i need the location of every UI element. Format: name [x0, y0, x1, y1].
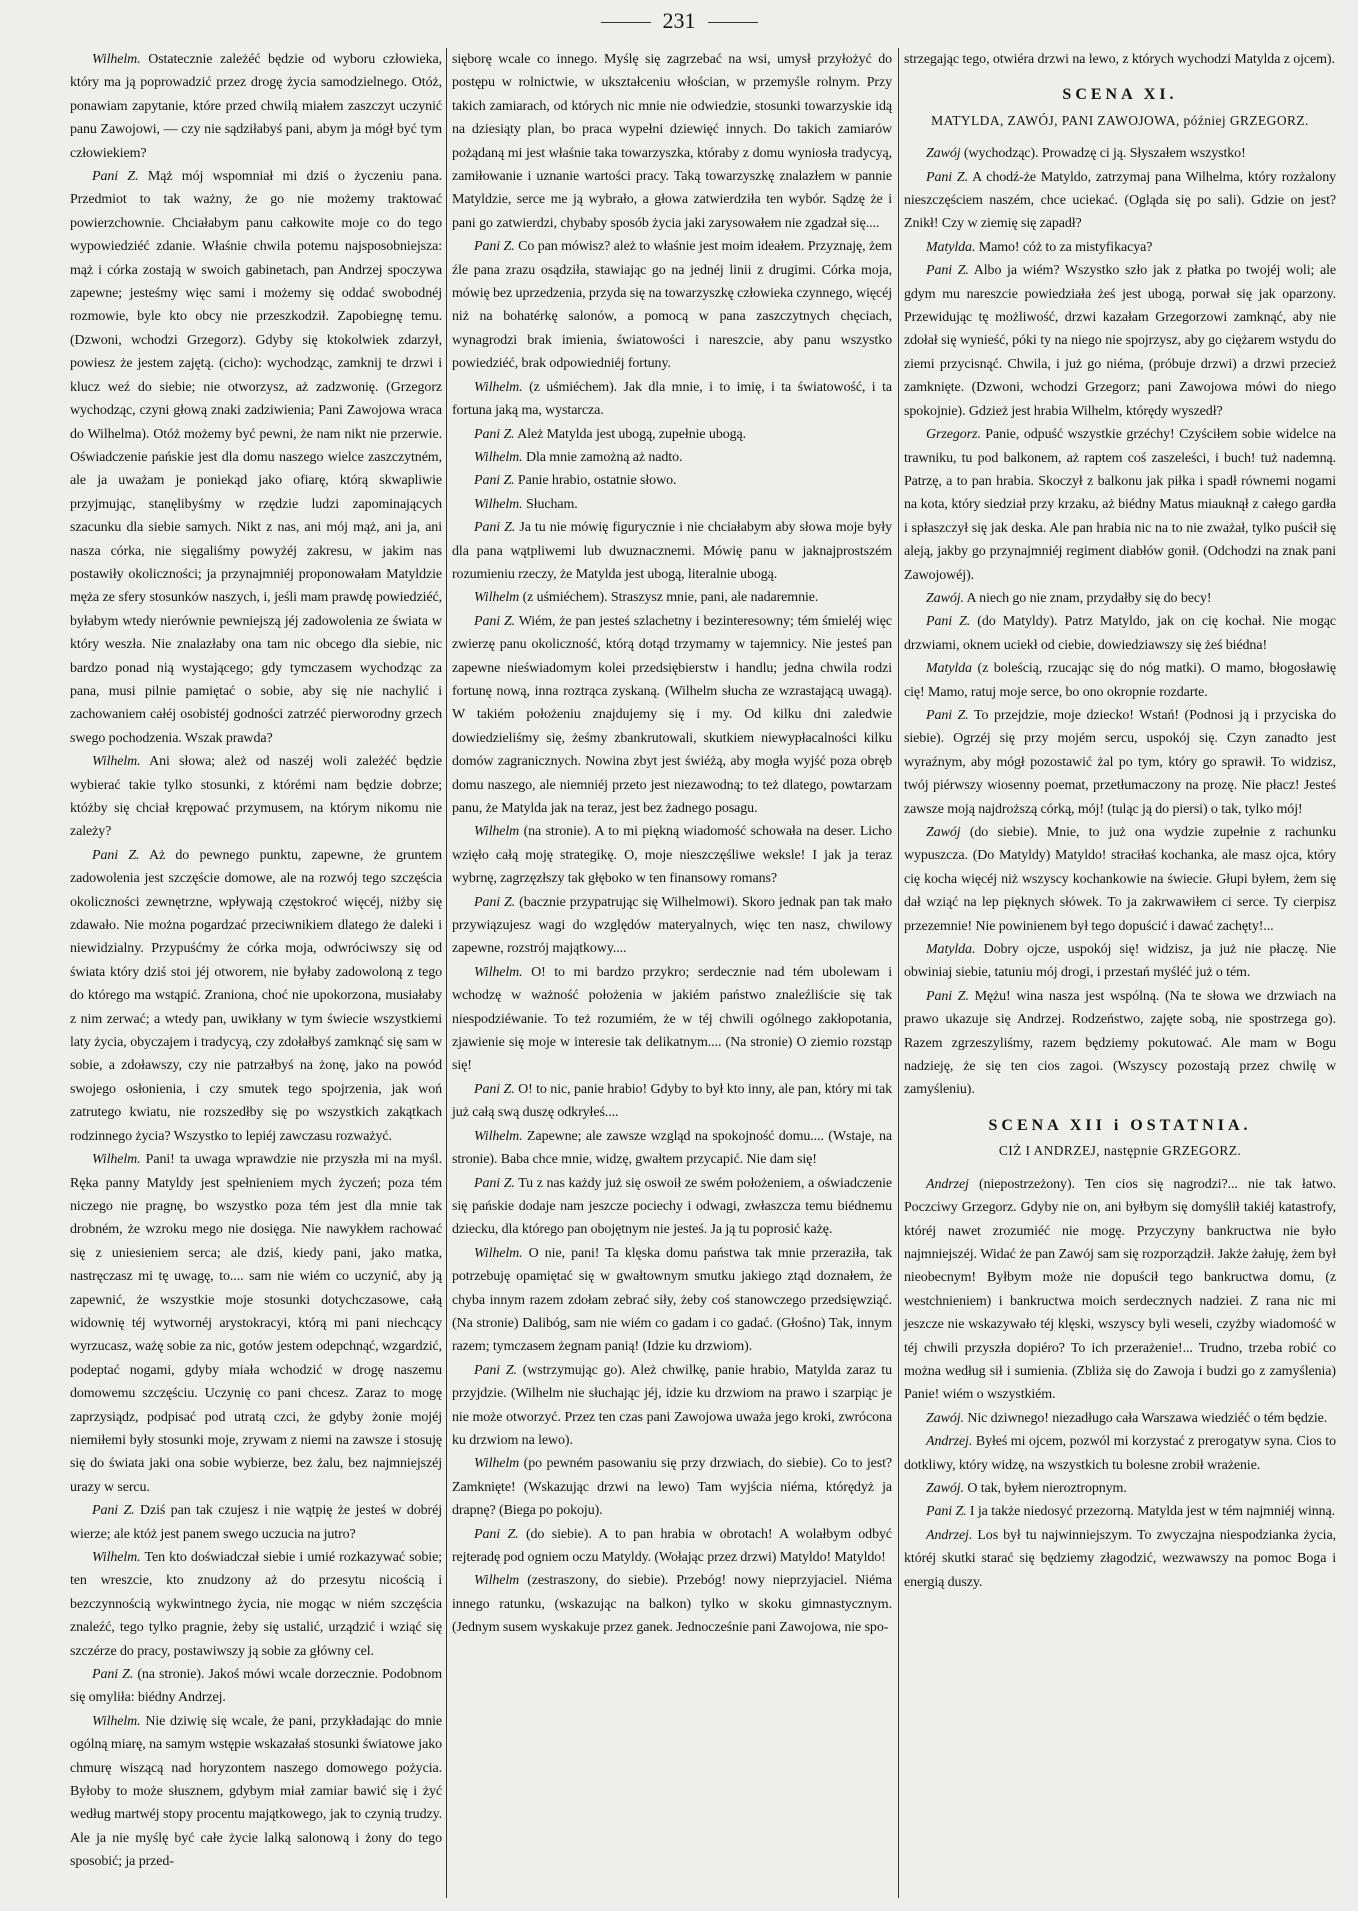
dialogue-text: A niech go nie znam, przydałby się do becy! [963, 590, 1212, 606]
dialogue-paragraph [904, 1477, 1336, 1500]
dialogue-paragraph [904, 142, 1336, 165]
dialogue-text: Co pan mówisz? ależ to właśnie jest moim ideałem. Przyznaję, żem źle pana zrazu osądziła, stawiając go na jednéj linii z drugimi. Córka moja, mówię bez uprzedzenia, przyda się na towarzyszkę człowieka czynnego, więcéj niż na bohatérkę salonów, a pomocą w pana zaszczytnych chęciach, wynagrodzi brak imienia, światowości i nareszcie, aby panu wszystko powiedziéć, brak odpowiedniéj fortuny. [452, 239, 893, 372]
speaker-name: Pani Z. [92, 1667, 134, 1683]
text-column-1 [70, 48, 442, 1874]
speaker-name: Zawój [926, 825, 961, 840]
text-column-3 [904, 48, 1336, 1594]
speaker-name: Wilhelm [474, 1456, 520, 1472]
speaker-name: Wilhelm. [474, 496, 523, 512]
dialogue-text: O tak, byłem nieroztropnym. [963, 1480, 1127, 1496]
speaker-name: Pani Z. [92, 169, 139, 185]
dialogue-paragraph [452, 1172, 892, 1242]
dialogue-paragraph [452, 48, 892, 235]
dialogue-paragraph [904, 938, 1336, 985]
speaker-name: Pani Z. [474, 1175, 515, 1191]
dialogue-text: Byłeś mi ojcem, pozwól mi korzystać z prerogatyw syna. Cios to dotkliwy, który widzę, na wszystkich tu bolesne zrobił wrażenie. [904, 1434, 1336, 1473]
speaker-name: Pani Z. [474, 1526, 519, 1542]
dialogue-paragraph [452, 235, 892, 375]
dialogue-paragraph [70, 750, 442, 844]
speaker-name: Andrzej. [926, 1527, 973, 1543]
speaker-name: Pani Z. [474, 1362, 517, 1378]
dialogue-paragraph [452, 820, 892, 890]
dialogue-text: (wychodząc). Prowadzę ci ją. Słyszałem wszystko! [960, 146, 1246, 162]
speaker-name: Wilhelm [474, 824, 520, 840]
text-column-2 [452, 48, 892, 1640]
speaker-name: Wilhelm. [92, 754, 141, 770]
dialogue-paragraph [452, 1569, 892, 1639]
dialogue-paragraph [452, 1523, 892, 1570]
speaker-name: Pani Z. [926, 1504, 967, 1520]
dialogue-paragraph [452, 1125, 892, 1172]
dialogue-paragraph [70, 1148, 442, 1499]
dialogue-text: (z uśmiéchem). Jak dla mnie, i to imię, i ta światowość, i ta fortuna jaką ma, wystarcza. [452, 379, 892, 419]
dialogue-text: To przejdzie, moje dziecko! Wstań! (Podnosi ją i przyciska do siebie). Ogrzéj się przy mojém sercu, uspokój się. Czyn zanadto jest wyraźnym, aby mógł pozostawić żal po tym, który go sprawił. To widzisz, twój piérwszy wiosenny poemat, przetłumaczony na prozę. Nie płacz! Jesteś zawsze moją najdroższą córką, mój! (tuląc ją do piersi) o tak, tylko mój! [904, 707, 1337, 817]
speaker-name: Grzegorz. [926, 427, 981, 443]
dialogue-paragraph [452, 610, 892, 821]
dialogue-text: Dobry ojcze, uspokój się! widzisz, ja już nie płaczę. Nie obwiniaj siebie, tatuniu mój drogi, i przestań myśléć już o tém. [904, 942, 1336, 981]
dialogue-text: Ostatecznie zależéć będzie od wyboru człowieka, który ma ją poprowadzić przez drogę życia samodzielnego. Otóż, ponawiam zapytanie, które przed chwilą miałem zaszczyt uczynić panu Zawojowi, — czy nie sądziłabyś pani, abym ja mógł być tym człowiekiem? [70, 52, 442, 161]
dialogue-text: Nic dziwnego! niezadługo cała Warszawa wiedziéć o tém będzie. [963, 1410, 1328, 1426]
scene-heading: SCENA XII i OSTATNIA. [988, 1116, 1252, 1134]
dialogue-text: (do Matyldy). Patrz Matyldo, jak on cię kochał. Nie mogąc drzwiami, oknem uciekł od ciebie, dowiedziawszy się żeś biédna! [904, 614, 1336, 653]
dialogue-paragraph [904, 1500, 1336, 1523]
column-rule [898, 48, 899, 1898]
dialogue-paragraph [70, 1663, 442, 1710]
dialogue-text: (niepostrzeżony). Ten cios się nagrodzi?... nie tak łatwo. Poczciwy Grzegorz. Gdyby nie on, ani byłbym się domyślił takiéj katastrofy, któréj nawet zrozumiéć nie mogę. Przyczyny bankructwa nie było najmniejszéj. Widać że pan Zawój sam się rozporządził. Jakże żałuję, żem był nieobecnym! Byłbym może nie dopuścił tego bankructwa domu, (z westchnieniem) i bankructwa moich serdecznych nadziei. Z rana nic mi jeszcze nie wskazywało téj klęski, wszyscy byli weseli, czyżby wiadomość w téj chwili przyszła dopiéro? To ich przerażenie!... Trudno, trzeba robić co można według sił i sumienia. (Zbliża się do Zawoja i budzi go z zamyślenia) Panie! wiém o wszystkiém. [904, 1176, 1336, 1403]
dialogue-text: (bacznie przypatrując się Wilhelmowi). Skoro jednak pan tak mało przywiązujesz wagi do względów materyalnych, więc ten nasz, chwilowy zapewne, rozstrój majątkowy.... [452, 894, 892, 957]
dialogue-paragraph [70, 1710, 442, 1874]
dialogue-paragraph [452, 493, 892, 516]
speaker-name: Pani Z. [474, 894, 516, 910]
dialogue-paragraph [452, 423, 892, 446]
dialogue-text: sięborę wcale co innego. Myślę się zagrzebać na wsi, umysł przyłożyć do postępu w rolnictwie, w ukształceniu włościan, w przemyśle rolnym. Przy takich zamiarach, od których nic mnie nie odwiedzie, stosunki towarzyskie idą na dziesiąty plan, bo praca wypełni dziewięć innych. Do takich zamiarów pożądaną mi jest właśnie taka towarzyszka, któraby z domu wyniosła tradycyą, zamiłowanie i uznanie wartości pracy. Taką towarzyszkę znalazłem w pannie Matyldzie, serce me ją wybrało, a głowa zatwierdziła ten wybór. Sądzę że i pani go zatwierdzi, chybaby sposób życia jaki zarysowałem nie zgadzał się.... [452, 52, 892, 231]
dialogue-text: Panie, odpuść wszystkie grzéchy! Czyściłem sobie widelce na trawniku, tu pod balkonem, aż raptem coś zaszeleści, i buch! tuż nademną. Patrzę, a to pan hrabia. Skoczył z balkonu jak piłka i spadł równemi nogami na kota, który siedział przy krzaku, aż biédny Matus miauknął z całego gardła i spłaszczył się jak deska. Ale pan hrabia nic na to nie zważał, tylko puścił się aleją, jakby go przynajmniéj regiment diabłów gonił. (Odchodzi na znak pani Zawojowéj). [904, 427, 1336, 583]
dialogue-paragraph [904, 1524, 1336, 1594]
dialogue-text: Dziś pan tak czujesz i nie wątpię że jesteś w dobréj wierze; ale któż jest panem swego uczucia na jutro? [70, 1503, 442, 1542]
scene-cast: CIŻ I ANDRZEJ, następnie GRZEGORZ. [998, 1143, 1242, 1159]
speaker-name: Pani Z. [92, 847, 140, 863]
dialogue-paragraph [904, 610, 1336, 657]
dialogue-text: (po pewném pasowaniu się przy drzwiach, do siebie). Co to jest? Zamknięte! (Wskazując drzwi na lewo) Tam wyjścia niéma, którędyż ja drapnę? (Biega po pokoju). [452, 1456, 892, 1519]
speaker-name: Pani Z. [474, 239, 515, 255]
dialogue-paragraph [904, 1430, 1336, 1477]
speaker-name: Pani Z. [474, 473, 515, 489]
speaker-name: Zawój. [926, 1480, 964, 1496]
speaker-name: Pani Z. [926, 707, 969, 723]
dialogue-text: Ani słowa; ależ od naszéj woli zależéć będzie wybierać takie tylko stosunki, z którémi nam będzie dobrze; któżby się chciał krępować przymusem, na którym nikomu nie zależy? [70, 754, 442, 840]
dialogue-paragraph [452, 961, 892, 1078]
dialogue-text: Ja tu nie mówię figurycznie i nie chciałabym aby słowa moje były dla pana wątpliwemi lub dwuznacznemi. Mówię panu w jaknajprostszém rozumieniu rzeczy, że Matylda jest ubogą, literalnie ubogą. [452, 520, 892, 582]
dialogue-text: Pani! ta uwaga wprawdzie nie przyszła mi na myśl. Ręka panny Matyldy jest spełnieniem mych życzeń; poza tém niczego nie pragnę, bo wszystko poza tém jest dla mnie tak drobném, że wzroku mego nie dosięga. Nie nawykłem rachować się z uniesieniem serca; ale dziś, kiedy pani, jako matka, nastręczasz mi tę uwagę, to.... sam nie wiém co uczynić, aby ją zapewnić, że wszystkie moje stosunki dotychczasowe, całą widownię téj wytwornéj arystokracyi, którą mi pani niechcący wyrzucasz, ważę sobie za nic, gotów jestem odepchnąć, wzgardzić, podeptać nogami, gdyby miała wchodzić w drogę naszemu domowemu szczęściu. Uczynię co pani chcesz. Zaraz to mogę zaprzysiądz, podpisać pod utratą czci, że gdyby żonie mojéj niemiłemi były stosunki moje, zrywam z niemi na zawsze i stosuję się do świata jaki ona sobie wybierze, bez żalu, bez najmniejszéj urazy w sercu. [70, 1152, 442, 1495]
divider [601, 22, 651, 23]
dialogue-paragraph [452, 1242, 892, 1359]
speaker-name: Zawój [926, 146, 961, 162]
dialogue-paragraph [70, 1499, 442, 1546]
divider [708, 22, 758, 23]
speaker-name: Wilhelm. [474, 964, 523, 980]
dialogue-paragraph [452, 1078, 892, 1125]
column-rule [446, 48, 447, 1898]
dialogue-text: (zestraszony, do siebie). Przebóg! nowy nieprzyjaciel. Niéma innego ratunku, (wskazując na balkon) tylko w skoku gimnastycznym. (Jednym susem wyskakuje przez ganek. Jednocześnie pani Zawojowa, nie spo- [452, 1573, 892, 1636]
dialogue-paragraph [70, 165, 442, 750]
dialogue-text: Dla mnie zamożną aż nadto. [522, 449, 683, 465]
dialogue-paragraph [904, 236, 1336, 259]
speaker-name: Andrzej. [926, 1434, 973, 1450]
dialogue-paragraph [904, 985, 1336, 1102]
speaker-name: Matylda [926, 661, 972, 677]
dialogue-text: (na stronie). Jakoś mówi wcale dorzecznie. Podobnom się omyliła: biédny Andrzej. [70, 1667, 442, 1706]
scene-heading: SCENA XI. [1062, 86, 1178, 104]
dialogue-paragraph [904, 48, 1336, 71]
dialogue-text: O! to mi bardzo przykro; serdecznie nad tém ubolewam i wchodzę w ważność położenia w jakiém państwo znaleźliście się tak niespodziéwanie. To też rozumiém, że w téj chwili ogólnego zakłopotania, zjawienie się moje w interesie tak delikatnym.... (Na stronie) O ziemio rozstąp się! [452, 964, 892, 1074]
dialogue-paragraph [904, 166, 1336, 236]
dialogue-text: O nie, pani! Ta klęska domu państwa tak mnie przeraziła, tak potrzebuję opamiętać się w gwałtownym smutku jakiego ztąd doznałem, że chyba innym razem zdołam zebrać siły, żeby coś stanowczego przedsięwziąć. (Na stronie) Dalibóg, sam nie wiém co gadam i co gadać. (Głośno) Tak, innym razem; tymczasem żegnam panią! (Idzie ku drzwiom). [452, 1245, 892, 1355]
speaker-name: Wilhelm. [92, 1152, 141, 1168]
speaker-name: Wilhelm. [92, 52, 141, 67]
speaker-name: Pani Z. [474, 613, 516, 629]
speaker-name: Zawój. [926, 590, 964, 606]
dialogue-text: Nie dziwię się wcale, że pani, przykładając do mnie ogólną miarę, na samym wstępie wskazałaś stosunki światowe jako chmurę wiszącą nad horyzontem naszego domowego pożycia. Byłoby to może słusznem, gdybym miał zamiar bawić się i żyć według martwéj stopy procentu majątkowego, jak to czynią trudzy. Ale ja nie myślę być całe życie lalką salonową i żony do tego sposobić; ja przed- [70, 1713, 443, 1870]
dialogue-text: Aż do pewnego punktu, zapewne, że gruntem zadowolenia jest szczęście domowe, ale na rozwój tego szczęścia okoliczności zewnętrzne, wpływają częstokroć więcéj, niżby się zdawało. Nie można pogardzać przeciwnikiem dlatego że daleki i niewidzialny. Przypuśćmy że córka moja, odwróciwszy się od świata który dziś stoi jéj otworem, nie byłaby zadowoloną z tego do którego ma wstąpić. Zraniona, choć nie upokorzona, musiałaby z nim zerwać; a wtedy pan, uwikłany w tym świecie wszystkiemi laty życia, obyczajem i tradycyą, czy zdołałbyś zamknąć się sam w sobie, a zdoławszy, czy nie patrzałbyś na żonę, jako na powód swojego osłonienia, i czy smutek tego spojrzenia, jak woń zatrutego kwiatu, nie rozszedłby się po wszystkich zakątkach rodzinnego życia? Wszystko to lepiéj zawczasu rozważyć. [70, 847, 442, 1144]
dialogue-paragraph [452, 376, 892, 423]
speaker-name: Pani Z. [926, 988, 969, 1004]
dialogue-text: Ten kto doświadczał siebie i umié rozkazywać sobie; ten wreszcie, kto znudzony aż do przesytu nicością i bezczynnością wykwintnego życia, nie mogąc w niém szczęścia znaleźć, tego tylko pragnie, żeby się ustalić, urządzić i wziąć się szczérze do pracy, postawiwszy ją sobie za główny cel. [70, 1550, 442, 1659]
speaker-name: Pani Z. [926, 263, 969, 279]
dialogue-text: Mamo! cóż to za mistyfikacya? [975, 239, 1153, 255]
dialogue-text: Wiém, że pan jesteś szlachetny i bezinteresowny; tém śmieléj więc zwierzę panu okoliczność, którą dotąd trzymamy w tajemnicy. Nie jesteś pan zapewne nieświadomym kolei przedsiębierstw i handlu; jedna chwila rodzi fortunę nową, inna roztrąca zyskaną. (Wilhelm słucha ze wzrastającą uwagą). W takiém położeniu znajdujemy się i my. Od kilku dni zaledwie dowiedzieliśmy się, żeśmy zbankrutowali, skutkiem niewypłacalności kilku domów zagranicznych. Nowina zbyt jest świéżą, aby mogła wyjść poza obręb domu naszego, ale niemniéj przeto jest niezawodną; to też dlatego, powtarzam panu, że Matylda jak na teraz, jest bez żadnego posagu. [452, 613, 892, 816]
dialogue-text: Los był tu najwinniejszym. To zwyczajna niespodzianka życia, któréj skutki starać się będziemy złagodzić, wezwawszy na pomoc Boga i energią duszy. [904, 1527, 1336, 1590]
dialogue-text: (na stronie). A to mi piękną wiadomość schowała na deser. Licho wzięło całą moję strategikę. O, moje nieszczęśliwe weksle! I jak ja teraz wybrnę, zagrzęzłszy tak głęboko w ten finansowy romans? [452, 824, 892, 887]
dialogue-text: Tu z nas każdy już się oswoił ze swém położeniem, a oświadczenie się pańskie dodaje nam jeszcze pociechy i odwagi, zwłaszcza temu biédnemu dziecku, dla którego pan obojętnym nie jesteś. Ja ją tu poprosić każę. [452, 1175, 892, 1238]
dialogue-paragraph [904, 423, 1336, 587]
dialogue-text: (z boleścią, rzucając się do nóg matki). O mamo, błogosławię cię! Mamo, ratuj moje serce, bo ono okropnie rozdarte. [904, 661, 1336, 700]
dialogue-paragraph [70, 1546, 442, 1663]
speaker-name: Wilhelm. [92, 1713, 141, 1729]
dialogue-paragraph [452, 446, 892, 469]
speaker-name: Wilhelm. [92, 1550, 141, 1565]
speaker-name: Zawój. [926, 1410, 964, 1426]
dialogue-text: Słucham. [522, 496, 578, 512]
speaker-name: Wilhelm. [474, 1245, 523, 1261]
dialogue-paragraph [904, 704, 1336, 821]
dialogue-text: (z uśmiéchem). Straszysz mnie, pani, ale nadaremnie. [519, 590, 819, 606]
speaker-name: Pani Z. [92, 1503, 135, 1519]
speaker-name: Andrzej [926, 1176, 969, 1192]
dialogue-text: Albo ja wiém? Wszystko szło jak z płatka po twojéj woli; ale gdym mu nareszcie powiedziała żeś jest ubogą, porwał się jak oparzony. Przewidując tę możliwość, drzwi kazałam Grzegorzowi zamknąć, aby nie zdołał się wynieść, póki ty na niego nie spojrzysz, aby go ciężarem wstydu do ziemi przycisnąć. Chwila, i już go niéma, (próbuje drzwi) a drzwi przecież zamknięte. (Dzwoni, wchodzi Grzegorz; pani Zawojowa mówi do niego spokojnie). Gdzież jest hrabia Wilhelm, którędy wyszedł? [904, 263, 1336, 419]
dialogue-paragraph [70, 844, 442, 1148]
speaker-name: Pani Z. [474, 426, 515, 442]
scene-cast: MATYLDA, ZAWÓJ, PANI ZAWOJOWA, później GRZEGORZ. [931, 112, 1309, 128]
dialogue-text: Mężu! wina nasza jest wspólną. (Na te słowa we drzwiach na prawo ukazuje się Andrzej. Rodzeństwo, zajęte sobą, nie spostrzega go). Razem zgrzeszyliśmy, razem będziemy pokutować. Ale mam w Bogu nadzieję, że się ten cios zagoi. (Wszyscy pozostają przez chwilę w zamyśleniu). [904, 988, 1337, 1098]
dialogue-paragraph [452, 1359, 892, 1453]
speaker-name: Pani Z. [926, 169, 969, 185]
speaker-name: Wilhelm [474, 1573, 520, 1589]
speaker-name: Pani Z. [474, 520, 516, 536]
speaker-name: Wilhelm. [474, 379, 523, 395]
dialogue-paragraph [70, 48, 442, 165]
dialogue-paragraph [452, 516, 892, 586]
page-number [0, 8, 1358, 34]
dialogue-text: Zapewne; ale zawsze wzgląd na spokojność domu.... (Wstaje, na stronie). Baba chce mnie, widzę, gwałtem przycapić. Nie dam się! [452, 1128, 892, 1168]
dialogue-text: O! to nic, panie hrabio! Gdyby to był kto inny, ale pan, który mi tak już całą swą duszę odkryłeś.... [452, 1081, 892, 1121]
dialogue-paragraph [904, 821, 1336, 938]
dialogue-paragraph [452, 891, 892, 961]
speaker-name: Wilhelm. [474, 1128, 523, 1144]
speaker-name: Pani Z. [926, 614, 971, 630]
dialogue-paragraph [904, 1407, 1336, 1430]
dialogue-paragraph [904, 259, 1336, 423]
dialogue-paragraph [904, 587, 1336, 610]
dialogue-text: strzegając tego, otwiéra drzwi na lewo, z których wychodzi Matylda z ojcem). [904, 52, 1335, 67]
dialogue-text: I ja także niedosyć przezorną. Matylda jest w tém najmniéj winną. [966, 1504, 1336, 1520]
dialogue-text: A chodź-że Matyldo, zatrzymaj pana Wilhelma, który rozżalony nieszczęściem naszém, chce uciekać. (Ogląda się po sali). Gdzie on jest? Znikł! Czy w ziemię się zapadł? [904, 169, 1337, 232]
dialogue-paragraph [452, 469, 892, 492]
dialogue-paragraph [904, 1173, 1336, 1407]
dialogue-paragraph [452, 1452, 892, 1522]
dialogue-paragraph [452, 586, 892, 609]
dialogue-text: Panie hrabio, ostatnie słowo. [514, 473, 677, 489]
dialogue-text: Ależ Matylda jest ubogą, zupełnie ubogą. [514, 426, 747, 442]
dialogue-text: (do siebie). A to pan hrabia w obrotach! A wolałbym odbyć rejteradę pod ogniem oczu Matyldy. (Wołając przez drzwi) Matyldo! Matyldo! [452, 1526, 892, 1565]
speaker-name: Matylda. [926, 942, 976, 958]
dialogue-text: (do siebie). Mnie, to już ona wydzie zupełnie z rachunku wypuszcza. (Do Matyldy) Matyldo! straciłaś kochanka, ale masz ojca, który cię kocha więcéj niż wszyscy kochankowie na świecie. Głupi byłem, żem się dał wziąć na lep pięknych słówek. To ja zakrwawiłem ci serce. Ty cierpisz przezemnie! Nie powinienem był tego dopuścić i dawać zachęty!... [904, 825, 1336, 934]
page-number-text: 231 [662, 8, 696, 33]
dialogue-paragraph [904, 657, 1336, 704]
speaker-name: Wilhelm [474, 590, 520, 606]
dialogue-text: (wstrzymując go). Ależ chwilkę, panie hrabio, Matylda zaraz tu przyjdzie. (Wilhelm nie słuchając jéj, idzie ku drzwiom na prawo i szarpiąc je nie może otworzyć. Przez ten czas pani Zawojowa uważa jego kroki, zwrócona ku drzwiom na lewo). [452, 1362, 892, 1448]
dialogue-text: Mąż mój wspomniał mi dziś o życzeniu pana. Przedmiot to tak ważny, że go nie możemy traktować powierzchownie. Chciałabym panu całkowite moje co do tego wypowiedziéć zdanie. Właśnie chwila potemu najsposobniejsza: mąż i córka zostają w swoich gabinetach, pan Andrzej spoczywa zapewne; jesteśmy więc sami i możemy się oddać swobodnéj rozmowie, byle kto obcy nie przeszkodził. Zapobiegnę temu. (Dzwoni, wchodzi Grzegorz). Gdyby się ktokolwiek zdarzył, powiesz że jestem zajętą. (cicho): wychodząc, zamknij te drzwi i klucz weź do siebie; nie otworzysz, aż zadzwonię. (Grzegorz wychodząc, czyni głową znaki zadziwienia; Pani Zawojowa wraca do Wilhelma). Otóż możemy być pewni, że nam nikt nie przerwie. Oświadczenie pańskie jest dla domu naszego wielce zaszczytném, ale ja uważam je poniekąd jako ofiarę, którą skwapliwie przyjmując, stanęlibyśmy w rzędzie ludzi zapominających szacunku dla siebie samych. Nikt z nas, ani mój mąż, ani ja, ani nasza córka, nie sięgaliśmy powyżéj zakresu, w jakim nas postawiły okoliczności; ja przynajmniéj proponowałam Matyldzie męża ze sfery stosunków naszych, i, jeśli mam prawdę powiedziéć, byłabym wtedy nierównie pewniejszą jéj zadowolenia ze świata w który weszła. Nie znalazłaby ona tam nic obcego dla siebie, nic bardzo ponad nią wystającego; gdy tymczasem wychodząc za pana, musi pilnie pamiętać o sobie, aby się nie nachylić i zachowaniem całéj osobistéj godności zatrzéć pierworodny grzech swego pochodzenia. Wszak prawda? [70, 169, 442, 746]
speaker-name: Wilhelm. [474, 449, 523, 465]
speaker-name: Pani Z. [474, 1081, 515, 1097]
speaker-name: Matylda. [926, 239, 976, 255]
